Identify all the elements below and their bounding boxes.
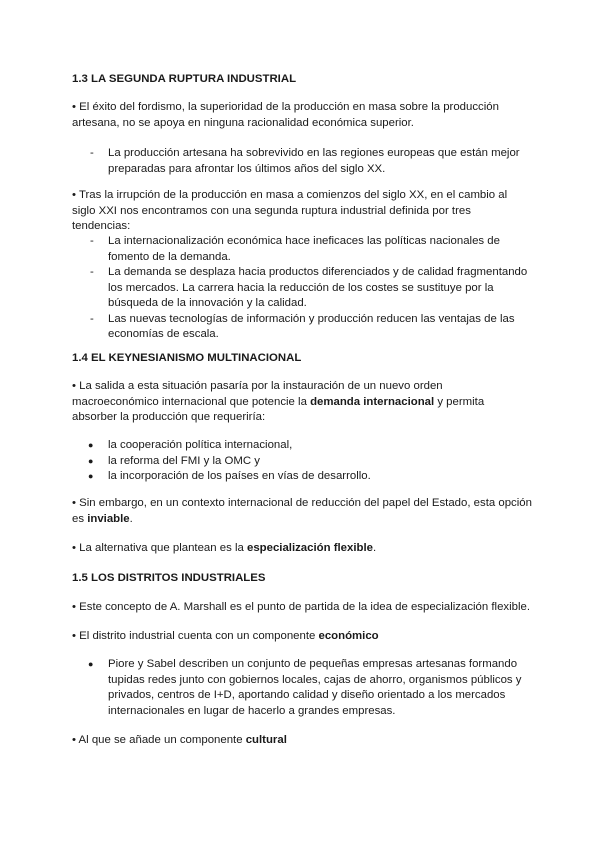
section-title-1-3: 1.3 LA SEGUNDA RUPTURA INDUSTRIAL [72, 73, 297, 85]
section-title-1-5: 1.5 LOS DISTRITOS INDUSTRIALES [72, 572, 266, 584]
section-title-1-4: 1.4 EL KEYNESIANISMO MULTINACIONAL [72, 352, 302, 364]
bold-term: demanda internacional [310, 395, 435, 408]
paragraph: • La alternativa que plantean es la especialización flexible. [72, 542, 377, 554]
bullet-marker: ● [88, 455, 94, 466]
list-item: ● Piore y Sabel describen un conjunto de pequeñas empresas artesanas formando tupidas redes junto con gobiernos locales, cajas de ahorro, organismos públicos y privados, centros de I+D, aportando calidad y diseño orientado a los mercados internacionales en lugar de hacerlo a grandes empresas. [88, 658, 522, 717]
paragraph: • El distrito industrial cuenta con un componente económico [72, 630, 379, 642]
list-item: ● la reforma del FMI y la OMC y [72, 454, 532, 470]
bold-term: inviable [87, 512, 130, 525]
list-item: ● la incorporación de los países en vías de desarrollo. [72, 469, 532, 485]
bold-term: especialización flexible [246, 542, 373, 554]
bold-term: cultural [245, 734, 287, 746]
dash-marker: - [90, 147, 94, 159]
paragraph: • El éxito del fordismo, la superioridad de la producción en masa sobre la producción artesana, no se apoya en ninguna racionalidad económica superior. [72, 101, 499, 129]
bullet-list-2 [72, 657, 532, 719]
dash-list-2 [72, 234, 532, 343]
bullet-marker: ● [88, 659, 94, 669]
dash-marker: - [90, 312, 94, 325]
paragraph: • Tras la irrupción de la producción en masa a comienzos del siglo XX, en el cambio al siglo XXI nos encontramos con una segunda ruptura industrial definida por tres tendencias: [72, 189, 508, 232]
paragraph: • Al que se añade un componente cultural [72, 734, 287, 746]
dash-marker: - [90, 266, 94, 278]
dash-list-1 [72, 146, 532, 177]
list-item: - Las nuevas tecnologías de información y producción reducen las ventajas de las economías de escala. [90, 312, 515, 340]
dash-marker: - [90, 235, 94, 247]
paragraph: • Este concepto de A. Marshall es el punto de partida de la idea de especialización flexible. [72, 601, 530, 613]
list-item: - La demanda se desplaza hacia productos diferenciados y de calidad fragmentando los mercados. La carrera hacia la reducción de los costes se sustituye por la búsqueda de la innovación y la calidad. [90, 266, 528, 309]
bold-term: económico [318, 630, 379, 642]
paragraph: • Sin embargo, en un contexto internacional de reducción del papel del Estado, esta opción es inviable. [72, 497, 532, 525]
bullet-marker: ● [88, 471, 94, 481]
list-item: ● la cooperación política internacional, [72, 438, 532, 454]
list-item: - La producción artesana ha sobrevivido en las regiones europeas que están mejor preparadas para afrontar los últimos años del siglo XX. [90, 147, 520, 175]
list-item: - La internacionalización económica hace ineficaces las políticas nacionales de fomento de la demanda. [90, 235, 500, 263]
bullet-marker: ● [88, 440, 94, 450]
paragraph: • La salida a esta situación pasaría por la instauración de un nuevo orden macroeconómico internacional que potencie la demanda internacional y permita absorber la producción que requeriría: [72, 380, 485, 423]
bullet-list-1 [72, 438, 532, 485]
